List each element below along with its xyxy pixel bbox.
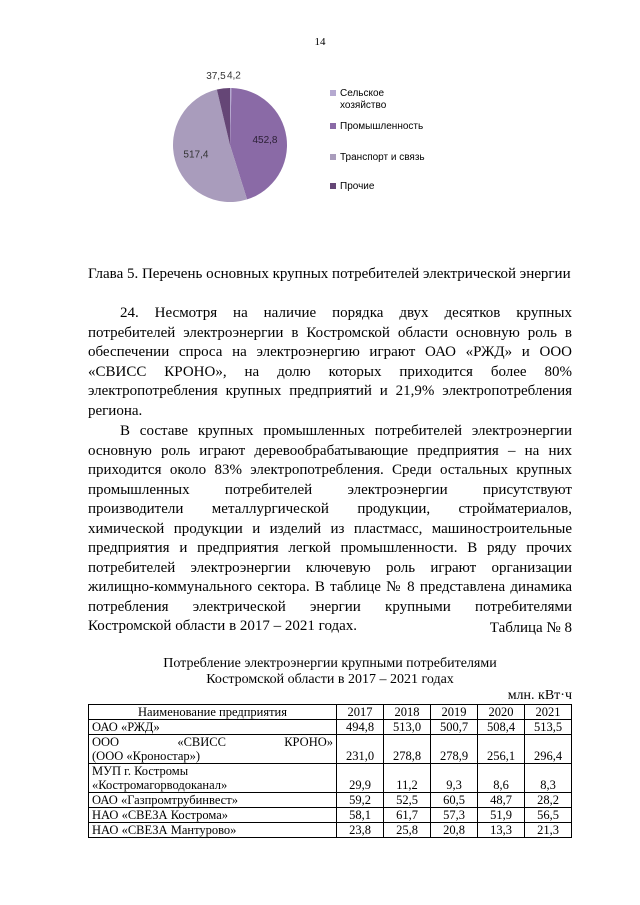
header-year: 2019 <box>431 705 478 720</box>
value-cell: 48,7 <box>478 793 525 808</box>
header-year: 2020 <box>478 705 525 720</box>
value-cell: 25,8 <box>384 823 431 838</box>
paragraph-2: В составе крупных промышленных потребителей электроэнергии основную роль играют деревообрабатывающие предприятия – на них приходится около 83% электропотребления. Среди остальных крупных промышленных потребителей электроэнергии присутствуют производители металлургической продукции, стройматериалов, химической продукции и изделий из пластмасс, машиностроительные предприятия и предприятия легкой промышленности. В ряду прочих потребителей электроэнергии ключевую роль играют организации жилищно-коммунального сектора. В таблице № 8 представлена динамика потребления электрической энергии крупными потребителями Костромской области в 2017 – 2021 годах. <box>88 423 572 634</box>
company-name: НАО «СВЕЗА Мантурово» <box>89 823 337 838</box>
value-cell: 8,6 <box>478 764 525 793</box>
page-number: 14 <box>314 36 326 48</box>
chapter-heading: Глава 5. Перечень основных крупных потребителей электрической энергии <box>88 266 571 282</box>
value-cell: 9,3 <box>431 764 478 793</box>
value-cell: 52,5 <box>384 793 431 808</box>
table-row <box>89 808 572 823</box>
legend-swatch <box>330 183 336 189</box>
consumption-table <box>88 704 572 838</box>
value-cell: 20,8 <box>431 823 478 838</box>
legend-label: Транспорт и связь <box>340 152 425 163</box>
value-cell: 278,9 <box>431 735 478 764</box>
value-cell: 13,3 <box>478 823 525 838</box>
units-label: млн. кВт·ч <box>507 688 572 703</box>
header-year: 2017 <box>337 705 384 720</box>
value-cell: 57,3 <box>431 808 478 823</box>
legend-label: Сельское хозяйство <box>340 88 387 111</box>
pie-data-label: 517,4 <box>183 149 209 161</box>
pie-chart <box>150 60 320 220</box>
company-name: МУП г. Костромы «Костромагорводоканал» <box>89 764 337 793</box>
legend-label: Промышленность <box>340 121 424 132</box>
value-cell: 513,0 <box>384 720 431 735</box>
value-cell: 28,2 <box>525 793 572 808</box>
value-cell: 58,1 <box>337 808 384 823</box>
value-cell: 500,7 <box>431 720 478 735</box>
pie-data-label: 4,2 <box>226 70 241 82</box>
company-name: НАО «СВЕЗА Кострома» <box>89 808 337 823</box>
value-cell: 59,2 <box>337 793 384 808</box>
value-cell: 494,8 <box>337 720 384 735</box>
value-cell: 60,5 <box>431 793 478 808</box>
value-cell: 21,3 <box>525 823 572 838</box>
header-name: Наименование предприятия <box>89 705 337 720</box>
value-cell: 296,4 <box>525 735 572 764</box>
value-cell: 256,1 <box>478 735 525 764</box>
table-label: Таблица № 8 <box>489 620 572 636</box>
table-row <box>89 735 572 764</box>
value-cell: 508,4 <box>478 720 525 735</box>
value-cell: 29,9 <box>337 764 384 793</box>
table-row <box>89 720 572 735</box>
value-cell: 278,8 <box>384 735 431 764</box>
pie-data-label: 37,5 <box>206 70 226 82</box>
company-name: ОАО «Газпромтрубинвест» <box>89 793 337 808</box>
value-cell: 8,3 <box>525 764 572 793</box>
company-name: ООО «СВИСС КРОНО» (ООО «Кроностар») <box>89 735 337 764</box>
value-cell: 23,8 <box>337 823 384 838</box>
value-cell: 56,5 <box>525 808 572 823</box>
header-year: 2021 <box>525 705 572 720</box>
pie-data-label: 452,8 <box>252 135 278 147</box>
legend-swatch <box>330 90 336 96</box>
paragraph-1: 24. Несмотря на наличие порядка двух десятков крупных потребителей электроэнергии в Костромской области основную роль в обеспечении спроса на электроэнергию играют ОАО «РЖД» и ООО «СВИСС КРОНО», на долю которых приходится более 80% электропотребления крупных предприятий и 21,9% электропотребления региона. <box>88 305 572 419</box>
value-cell: 231,0 <box>337 735 384 764</box>
company-name: ОАО «РЖД» <box>89 720 337 735</box>
value-cell: 11,2 <box>384 764 431 793</box>
table-row <box>89 823 572 838</box>
header-year: 2018 <box>384 705 431 720</box>
value-cell: 513,5 <box>525 720 572 735</box>
table-header-row <box>89 705 572 720</box>
table-row <box>89 764 572 793</box>
table-row <box>89 793 572 808</box>
value-cell: 61,7 <box>384 808 431 823</box>
legend-swatch <box>330 123 336 129</box>
legend-label: Прочие <box>340 181 375 192</box>
legend-swatch <box>330 154 336 160</box>
table-title: Потребление электроэнергии крупными потребителями Костромской области в 2017 – 2021 годах <box>163 656 497 687</box>
value-cell: 51,9 <box>478 808 525 823</box>
